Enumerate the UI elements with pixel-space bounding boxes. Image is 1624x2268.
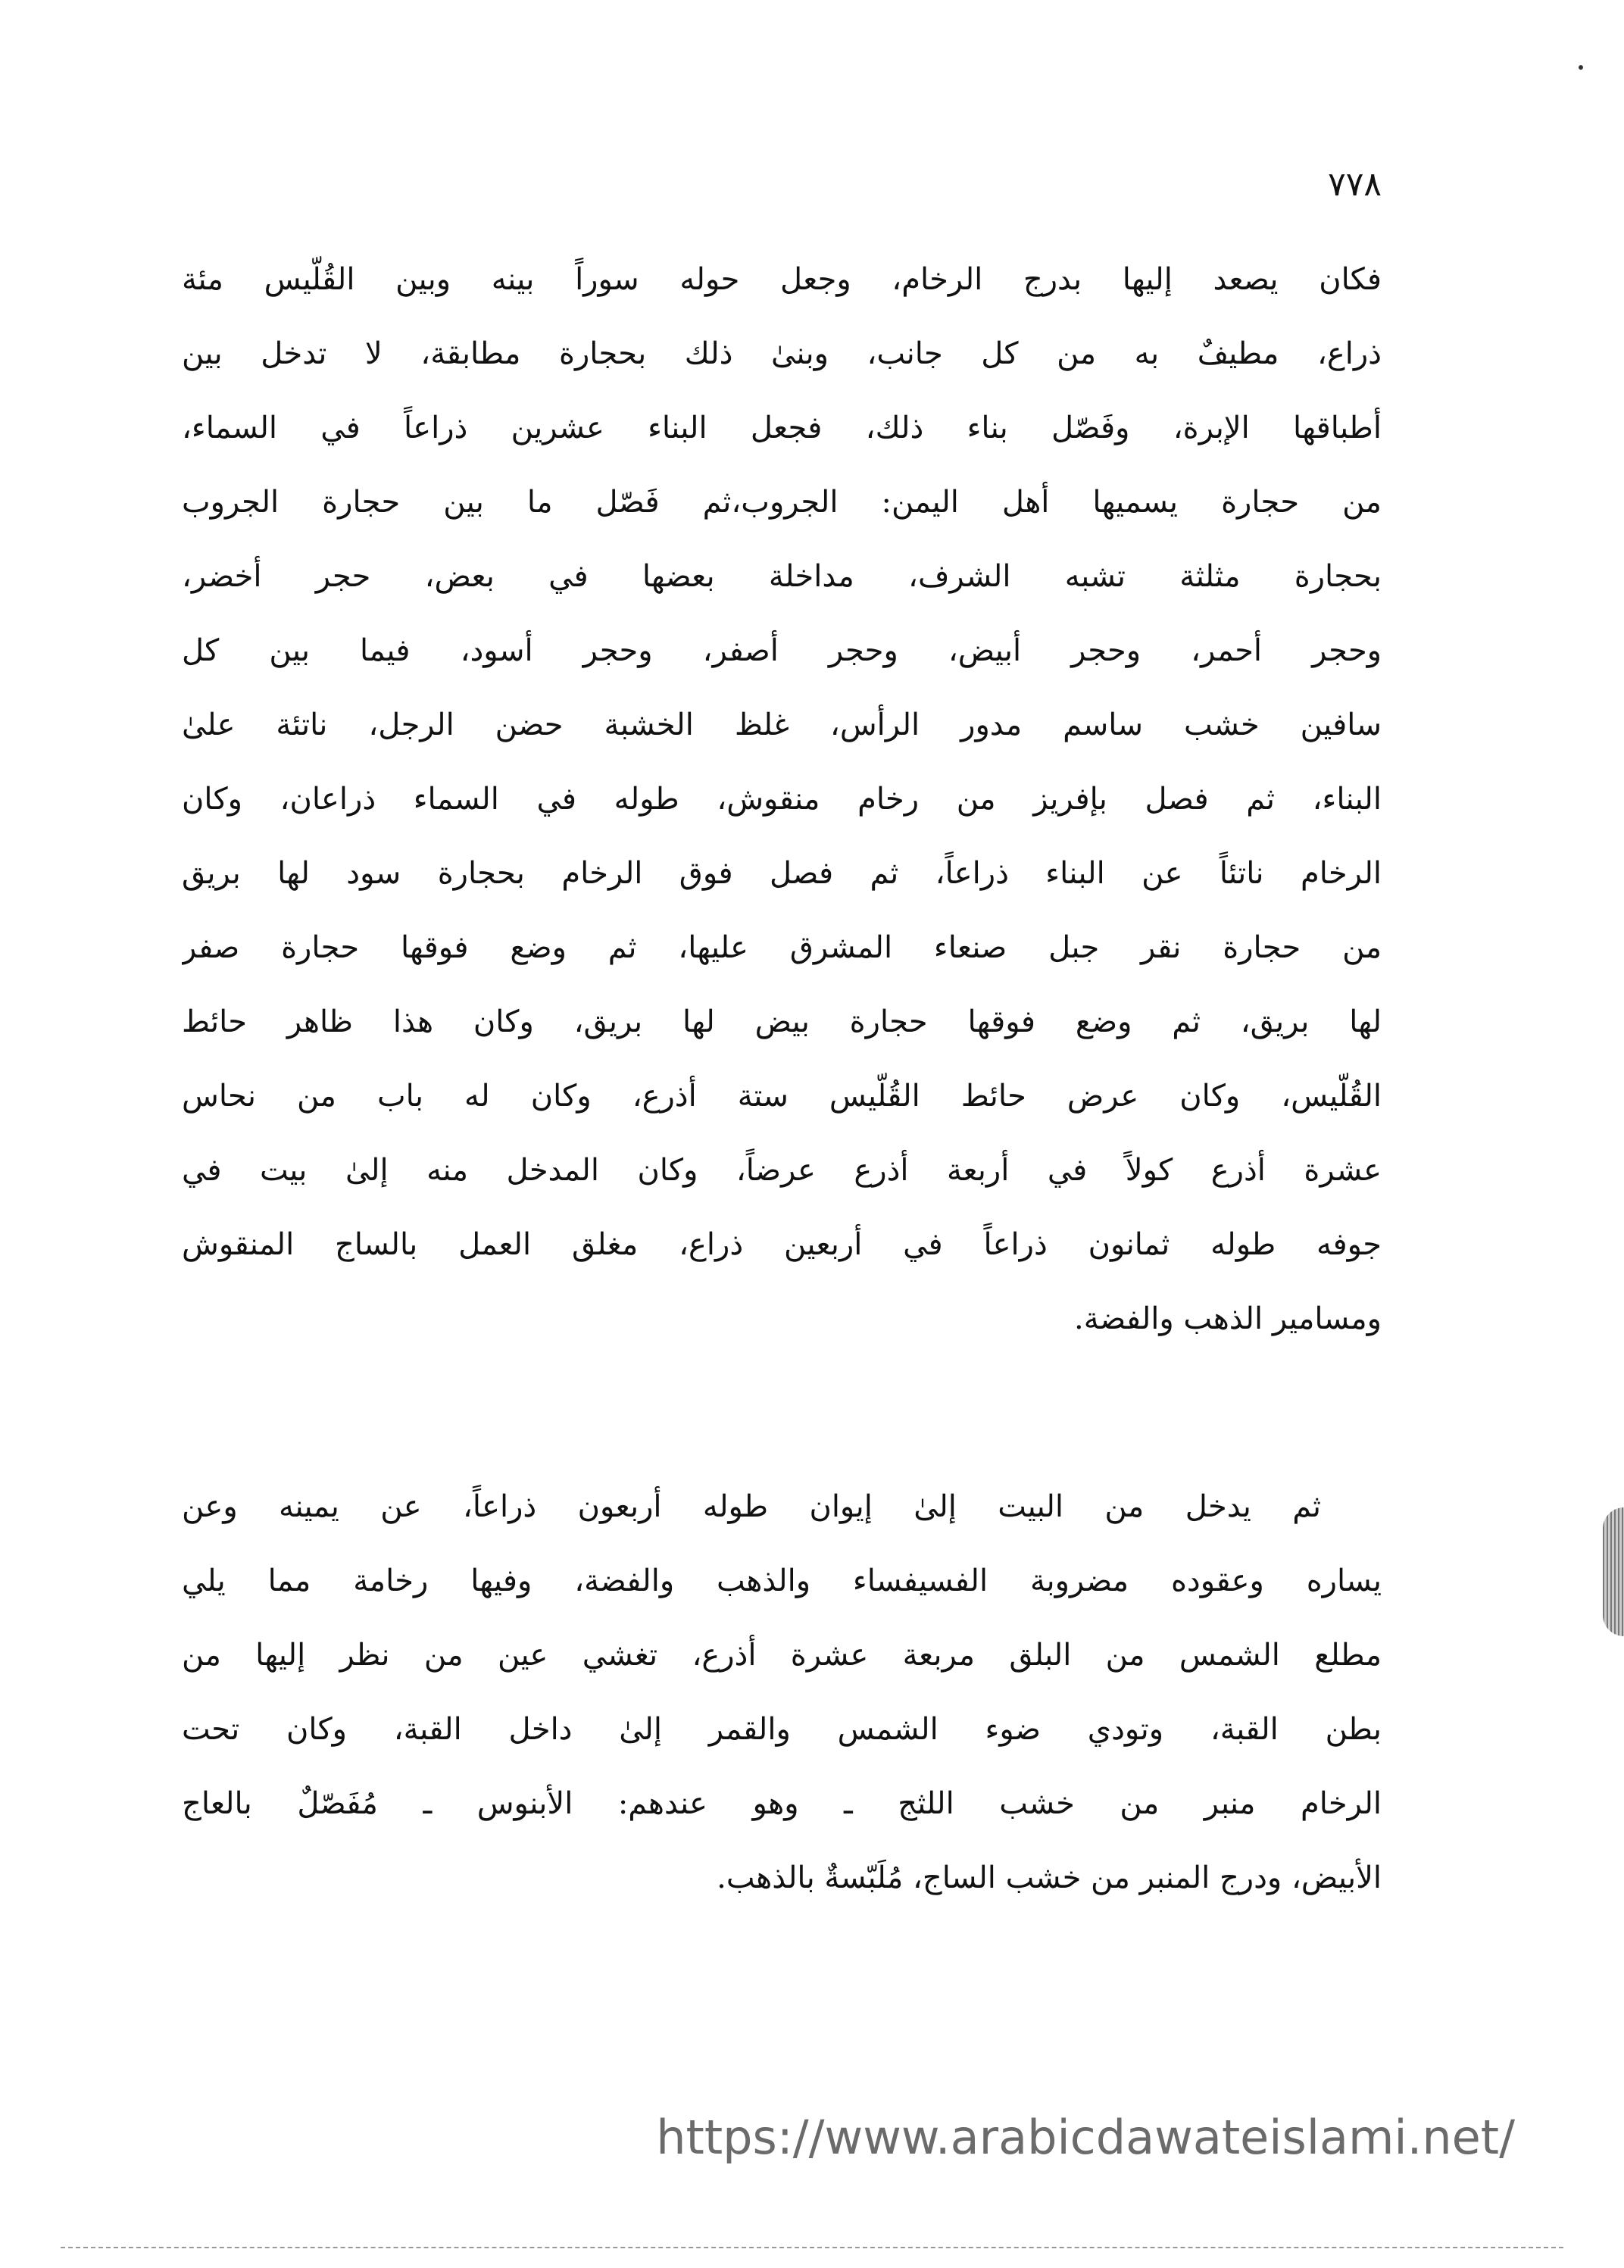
text-line: عشرة أذرع كولاً في أربعة أذرع عرضاً، وكان المدخل منه إلىٰ بيت في bbox=[182, 1153, 1382, 1188]
text-line: مطلع الشمس من البلق مربعة عشرة أذرع، تغشي عين من نظر إليها من bbox=[182, 1638, 1382, 1673]
text-line: وحجر أحمر، وحجر أبيض، وحجر أصفر، وحجر أسود، فيما بين كل bbox=[182, 633, 1382, 668]
footer-url: https://www.arabicdawateislami.net/ bbox=[656, 2110, 1515, 2165]
text-line: الرخام منبر من خشب اللثج ـ وهو عندهم: الأبنوس ـ مُفَصّلٌ بالعاج bbox=[182, 1786, 1382, 1821]
text-line: القُلّيس، وكان عرض حائط القُلّيس ستة أذرع، وكان له باب من نحاس bbox=[182, 1079, 1382, 1114]
text-line: من حجارة يسميها أهل اليمن: الجروب،ثم فَصّل ما بين حجارة الجروب bbox=[182, 485, 1382, 520]
text-line: سافين خشب ساسم مدور الرأس، غلظ الخشبة حضن الرجل، ناتئة علىٰ bbox=[182, 708, 1382, 742]
text-line: من حجارة نقر جبل صنعاء المشرق عليها، ثم وضع فوقها حجارة صفر bbox=[182, 930, 1382, 965]
text-line: ذراع، مطيفٌ به من كل جانب، وبنىٰ ذلك بحجارة مطابقة، لا تدخل بين bbox=[182, 336, 1382, 371]
page-number: ٧٧٨ bbox=[1328, 165, 1382, 204]
scan-edge-mark bbox=[1603, 1507, 1624, 1636]
paragraph-2 bbox=[182, 1470, 1382, 1915]
text-line: بحجارة مثلثة تشبه الشرف، مداخلة بعضها في بعض، حجر أخضر، bbox=[182, 559, 1382, 594]
text-line: يساره وعقوده مضروبة الفسيفساء والذهب والفضة، وفيها رخامة مما يلي bbox=[182, 1564, 1382, 1598]
scan-bottom-rule bbox=[61, 2247, 1563, 2253]
text-line: البناء، ثم فصل بإفريز من رخام منقوش، طوله في السماء ذراعان، وكان bbox=[182, 782, 1382, 817]
text-line: الرخام ناتئاً عن البناء ذراعاً، ثم فصل فوق الرخام بحجارة سود لها بريق bbox=[182, 856, 1382, 891]
text-line: ومسامير الذهب والفضة. bbox=[1074, 1301, 1382, 1336]
text-line: فكان يصعد إليها بدرج الرخام، وجعل حوله سوراً بينه وبين القُلّيس مئة bbox=[182, 262, 1382, 297]
paragraph-1 bbox=[182, 242, 1382, 1356]
text-line: بطن القبة، وتودي ضوء الشمس والقمر إلىٰ داخل القبة، وكان تحت bbox=[182, 1712, 1382, 1747]
text-line: جوفه طوله ثمانون ذراعاً في أربعين ذراع، مغلق العمل بالساج المنقوش bbox=[182, 1227, 1382, 1262]
text-line: ثم يدخل من البيت إلىٰ إيوان طوله أربعون ذراعاً، عن يمينه وعن bbox=[182, 1489, 1321, 1524]
text-line: أطباقها الإبرة، وفَصّل بناء ذلك، فجعل البناء عشرين ذراعاً في السماء، bbox=[182, 411, 1382, 445]
text-line: لها بريق، ثم وضع فوقها حجارة بيض لها بريق، وكان هذا ظاهر حائط bbox=[182, 1004, 1382, 1039]
scan-speck bbox=[1579, 65, 1583, 70]
text-line: الأبيض، ودرج المنبر من خشب الساج، مُلَبّسةٌ بالذهب. bbox=[717, 1860, 1382, 1895]
